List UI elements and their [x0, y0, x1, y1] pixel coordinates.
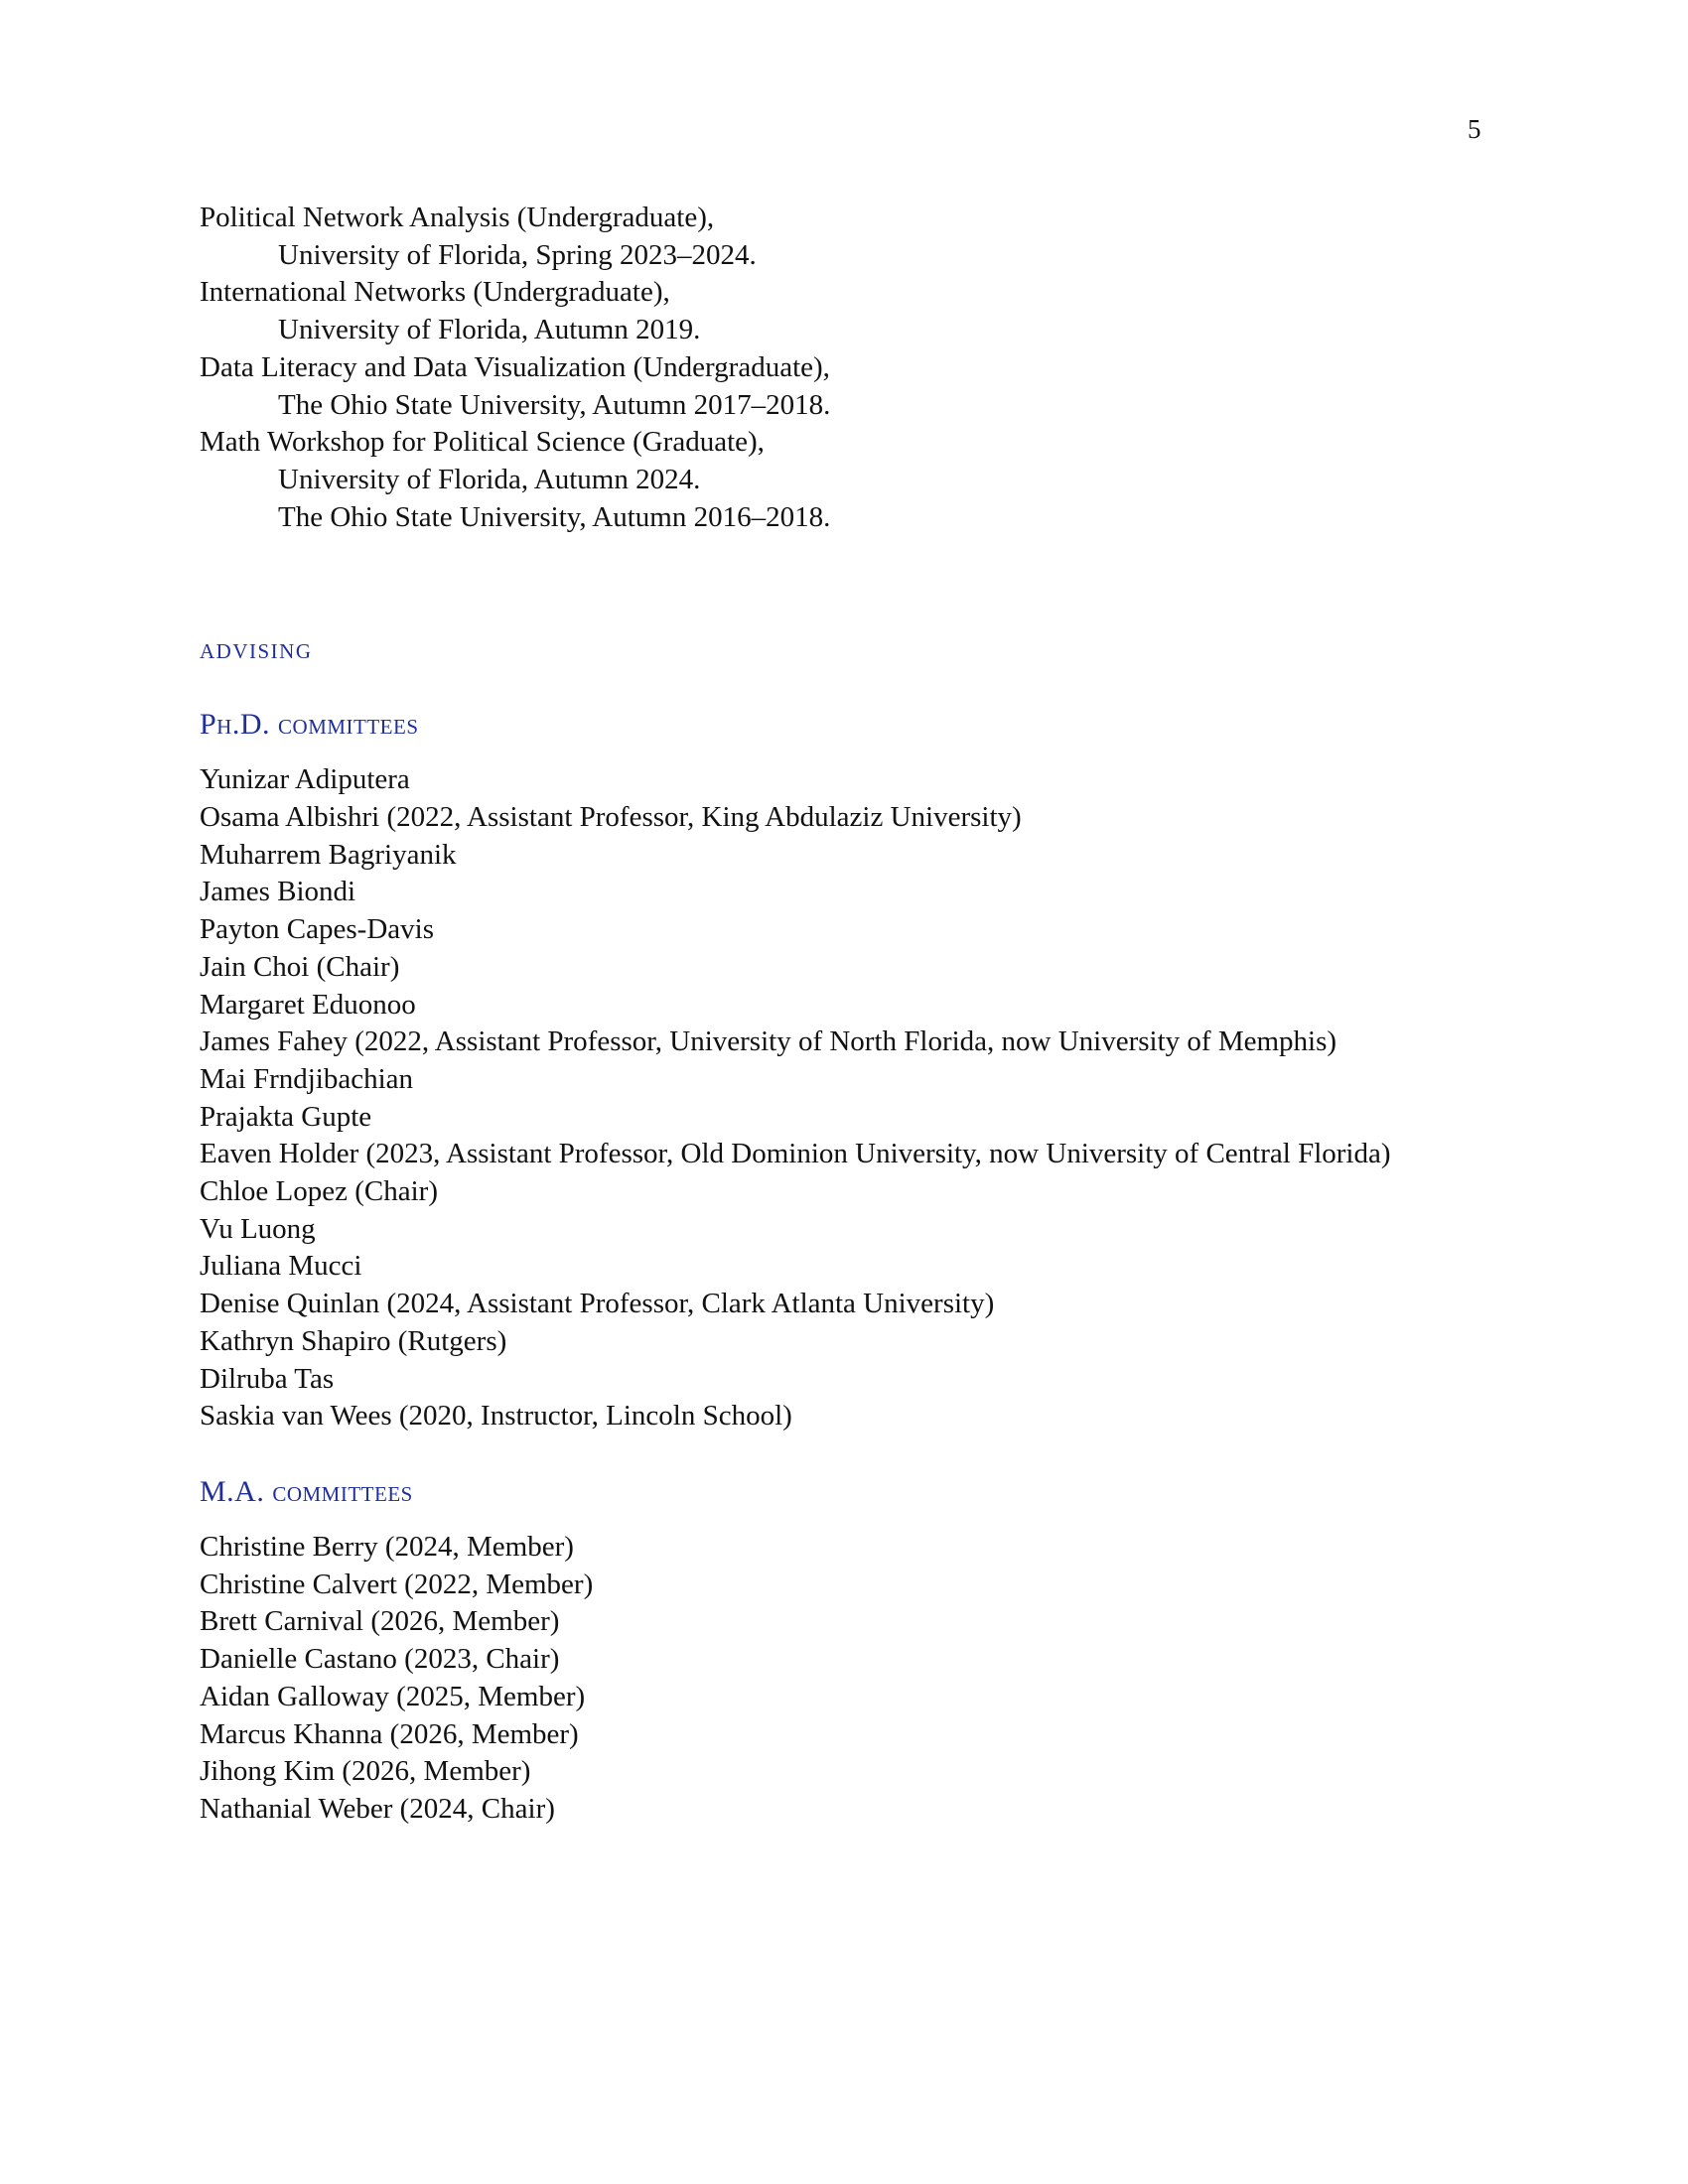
list-item: Marcus Khanna (2026, Member) [200, 1717, 579, 1750]
list-item: Jain Choi (Chair) [200, 950, 400, 983]
course-title: International Networks (Undergraduate), [200, 276, 670, 309]
list-item: Juliana Mucci [200, 1250, 362, 1283]
list-item: Jihong Kim (2026, Member) [200, 1755, 531, 1788]
teaching-entry [200, 424, 1490, 536]
phd-committee-list [200, 761, 1490, 1435]
list-item: Eaven Holder (2023, Assistant Professor, Old Dominion University, now University of Central Florida) [200, 1138, 1391, 1170]
list-item: Denise Quinlan (2024, Assistant Professor, Clark Atlanta University) [200, 1288, 995, 1320]
course-title: Data Literacy and Data Visualization (Undergraduate), [200, 350, 830, 383]
page-number: 5 [1468, 114, 1481, 144]
list-item: Vu Luong [200, 1212, 316, 1245]
phd-committees-heading: Ph.D. committees [200, 708, 419, 742]
course-detail: The Ohio State University, Autumn 2017–2018. [278, 388, 831, 421]
list-item: James Biondi [200, 876, 356, 908]
list-item: Nathanial Weber (2024, Chair) [200, 1792, 555, 1825]
course-detail: University of Florida, Autumn 2019. [278, 314, 701, 346]
teaching-entry [200, 274, 1490, 348]
course-detail: University of Florida, Autumn 2024. [278, 463, 701, 495]
list-item: Saskia van Wees (2020, Instructor, Lincoln School) [200, 1400, 792, 1433]
list-item: Muharrem Bagriyanik [200, 838, 457, 871]
ma-committee-list [200, 1529, 1490, 1829]
list-item: James Fahey (2022, Assistant Professor, University of North Florida, now University of Memphis) [200, 1025, 1337, 1058]
advising-heading: advising [200, 632, 313, 666]
page-content [200, 200, 1490, 1829]
teaching-entry [200, 349, 1490, 424]
course-detail: The Ohio State University, Autumn 2016–2018. [278, 500, 831, 533]
list-item: Kathryn Shapiro (Rutgers) [200, 1324, 507, 1357]
teaching-entry [200, 200, 1490, 274]
teaching-list [200, 200, 1490, 536]
list-item: Margaret Eduonoo [200, 988, 416, 1021]
list-item: Yunizar Adiputera [200, 763, 410, 796]
list-item: Christine Berry (2024, Member) [200, 1530, 574, 1563]
list-item: Prajakta Gupte [200, 1100, 372, 1133]
ma-committees-heading: M.A. committees [200, 1474, 413, 1508]
list-item: Payton Capes-Davis [200, 913, 434, 946]
course-title: Math Workshop for Political Science (Graduate), [200, 426, 765, 459]
list-item: Brett Carnival (2026, Member) [200, 1605, 560, 1638]
list-item: Mai Frndjibachian [200, 1062, 414, 1095]
list-item: Osama Albishri (2022, Assistant Professor, King Abdulaziz University) [200, 801, 1022, 834]
list-item: Aidan Galloway (2025, Member) [200, 1680, 586, 1712]
list-item: Dilruba Tas [200, 1362, 335, 1395]
course-title: Political Network Analysis (Undergraduate), [200, 202, 715, 233]
list-item: Christine Calvert (2022, Member) [200, 1568, 594, 1600]
list-item: Danielle Castano (2023, Chair) [200, 1643, 560, 1676]
list-item: Chloe Lopez (Chair) [200, 1175, 438, 1208]
course-detail: University of Florida, Spring 2023–2024. [278, 238, 757, 271]
